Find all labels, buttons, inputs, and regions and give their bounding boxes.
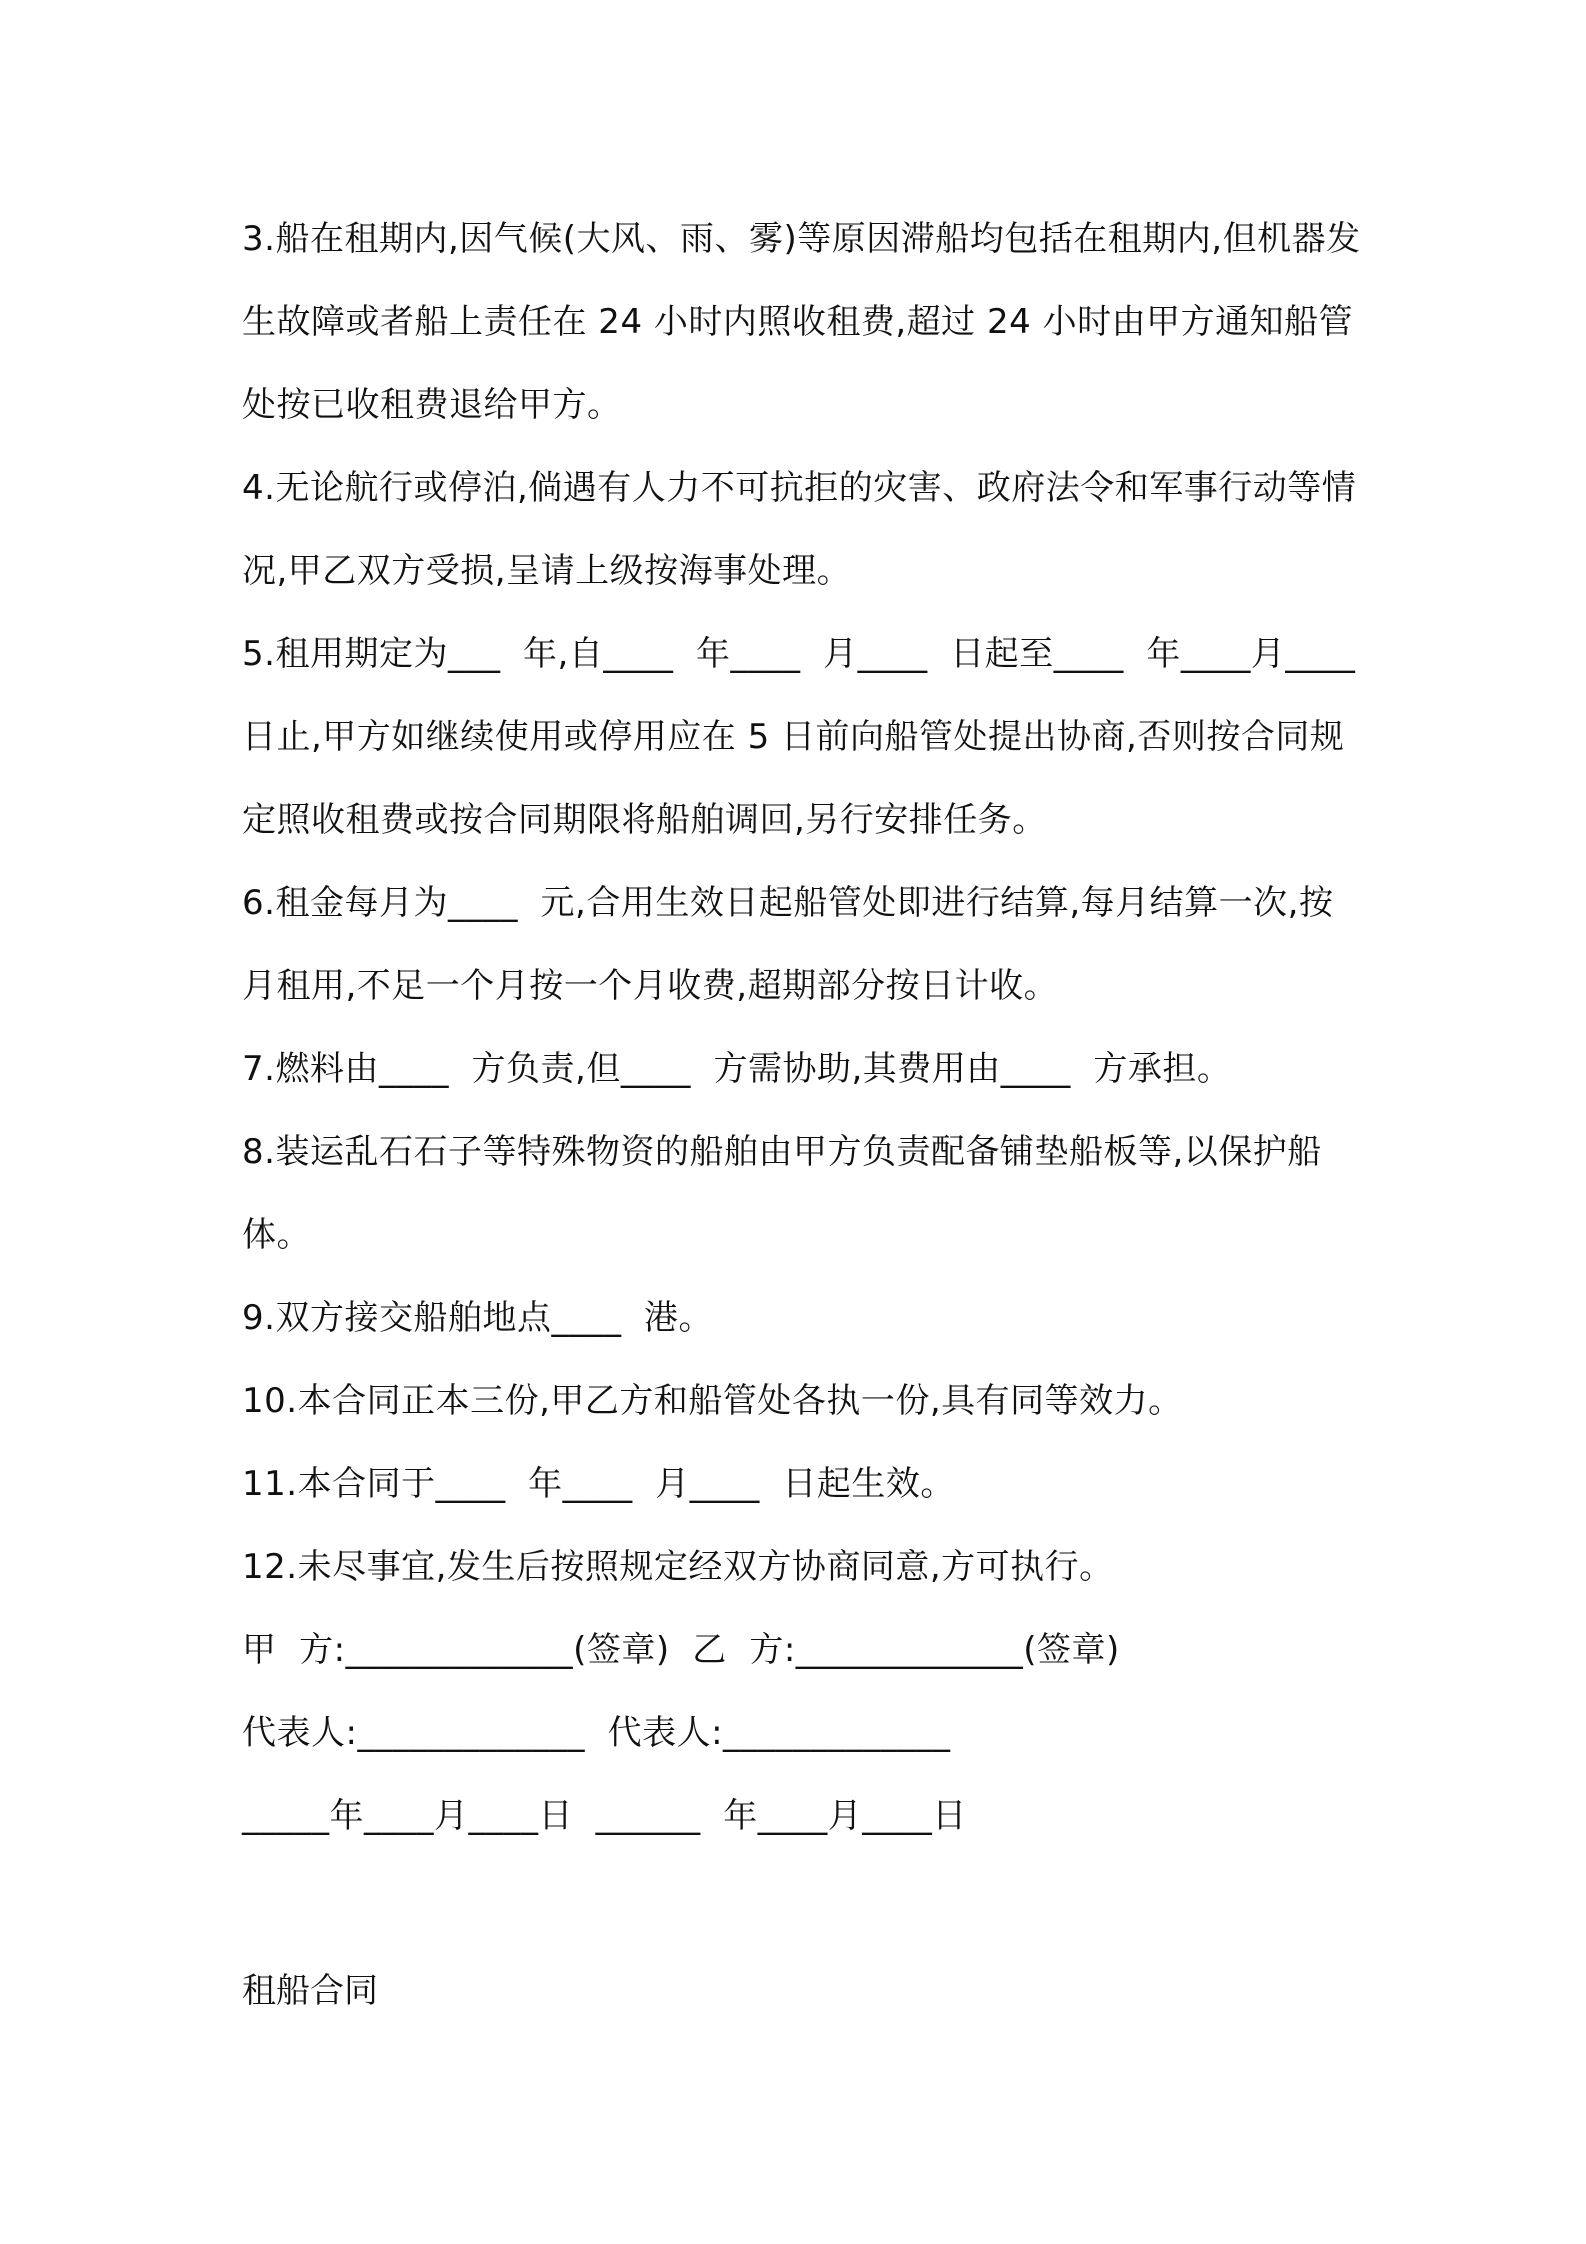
signature-representatives: 代表人:_____________ 代表人:_____________ bbox=[242, 1713, 951, 1753]
clause-6: 6.租金每月为____ 元,合用生效日起船管处即进行结算,每月结算一次,按月租用,不足一个月按一个月收费,超期部分按日计收。 bbox=[242, 883, 1334, 1006]
clause-9: 9.双方接交船舶地点____ 港。 bbox=[242, 1298, 714, 1338]
clause-8: 8.装运乱石石子等特殊物资的船舶由甲方负责配备铺垫船板等,以保护船体。 bbox=[242, 1132, 1322, 1255]
signature-parties: 甲 方:_____________(签章) 乙 方:_____________(签章) bbox=[242, 1630, 1120, 1670]
clause-4: 4.无论航行或停泊,倘遇有人力不可抗拒的灾害、政府法令和军事行动等情况,甲乙双方受损,呈请上级按海事处理。 bbox=[242, 468, 1357, 591]
clause-3: 3.船在租期内,因气候(大风、雨、雾)等原因滞船均包括在租期内,但机器发生故障或者船上责任在 24 小时内照收租费,超过 24 小时由甲方通知船管处按已收租费退给甲方。 bbox=[242, 219, 1361, 425]
clause-12: 12.未尽事宜,发生后按照规定经双方协商同意,方可执行。 bbox=[242, 1547, 1114, 1587]
contract-body bbox=[242, 198, 1362, 1858]
clause-5: 5.租用期定为___ 年,自____ 年____ 月____ 日起至____ 年____月____日止,甲方如继续使用或停用应在 5 日前向船管处提出协商,否则按合同规定照收租费或按合同期限将船舶调回,另行安排任务。 bbox=[242, 634, 1356, 840]
next-section-title: 租船合同 bbox=[242, 1971, 378, 2011]
clause-10: 10.本合同正本三份,甲乙方和船管处各执一份,具有同等效力。 bbox=[242, 1381, 1183, 1421]
clause-11: 11.本合同于____ 年____ 月____ 日起生效。 bbox=[242, 1464, 955, 1504]
signature-date: _____年____月____日 ______ 年____月____日 bbox=[242, 1796, 967, 1836]
clause-7: 7.燃料由____ 方负责,但____ 方需协助,其费用由____ 方承担。 bbox=[242, 1049, 1232, 1089]
